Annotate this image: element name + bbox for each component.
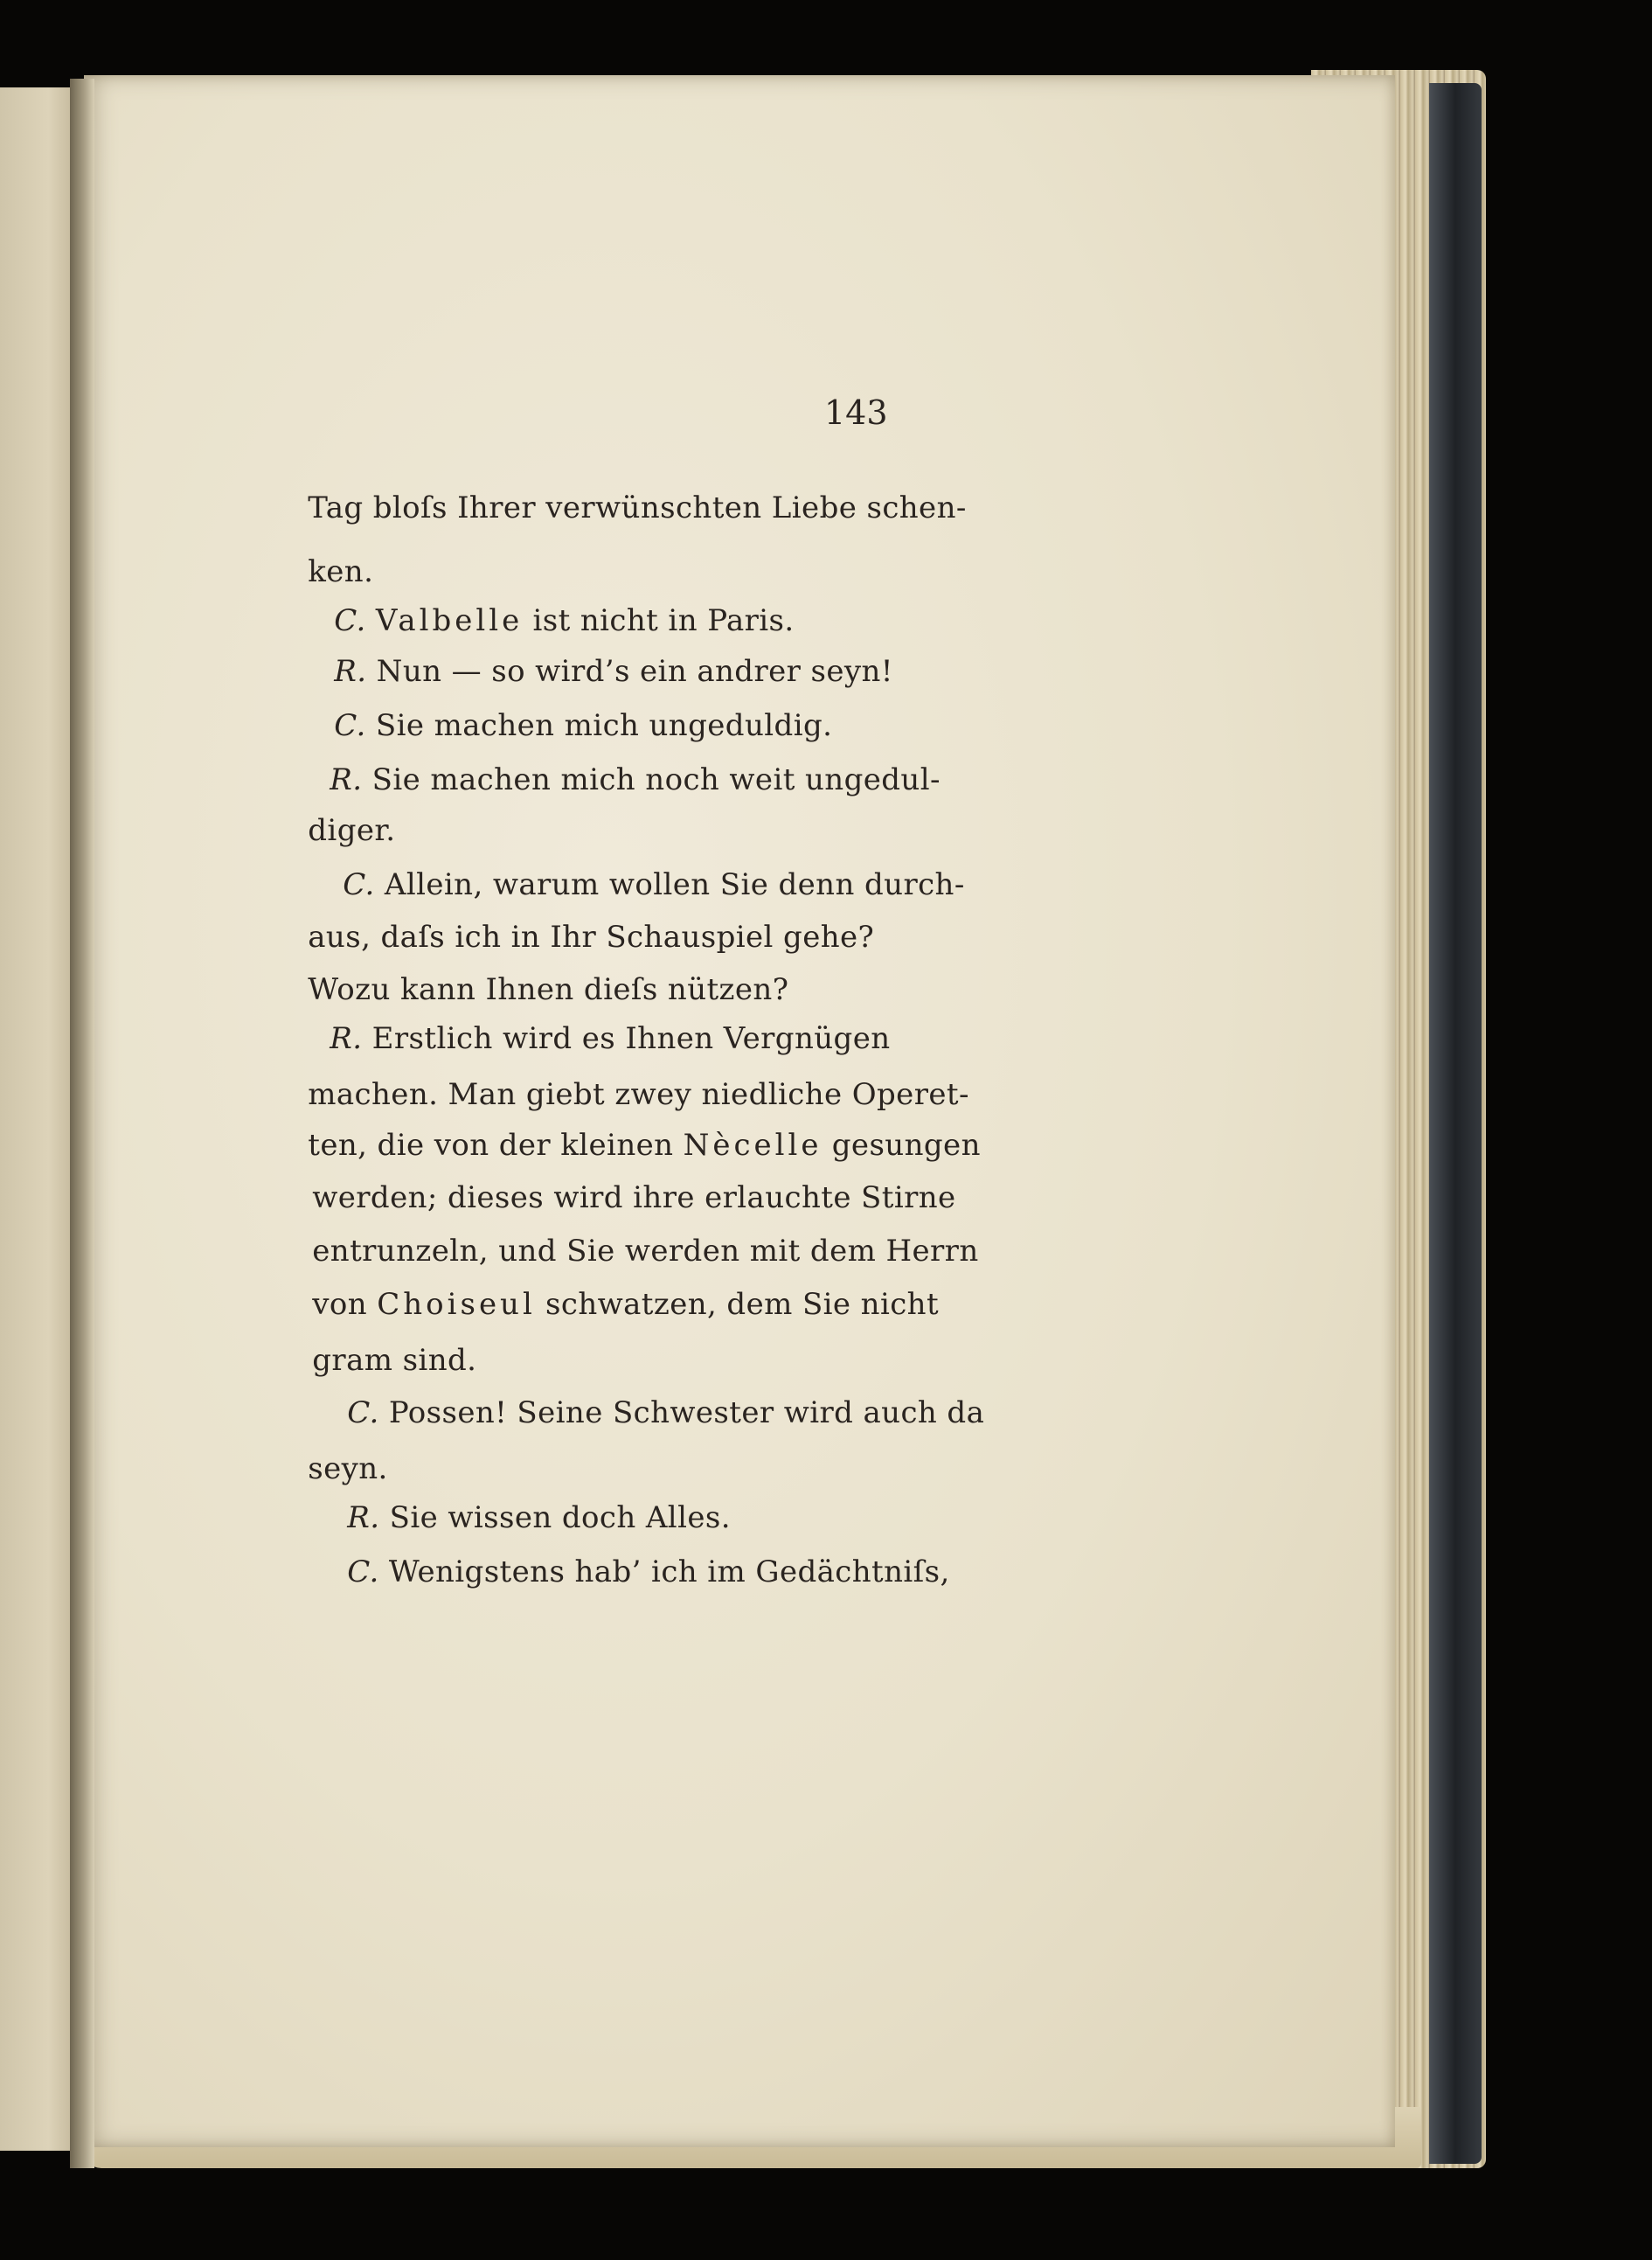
text-line-17: [253, 1308, 477, 1378]
book-gutter: [70, 79, 94, 2168]
text-line-18: [288, 1360, 985, 1430]
text-segment: Possen! Seine Schwester wird auch da: [378, 1395, 985, 1430]
text-segment: Sie machen mich noch weit ungedul-: [362, 762, 941, 797]
spaced-name: Valbelle: [375, 603, 524, 638]
text-line-12: [249, 1042, 969, 1112]
text-segment: werden; dieses wird ihre erlauchte Stirne: [312, 1180, 956, 1215]
text-segment: ten, die von der kleinen: [308, 1128, 684, 1163]
text-segment: Wenigstens hab’ ich im Gedächtniſs,: [378, 1554, 950, 1589]
text-segment: machen. Man giebt zwey niedliche Operet-: [308, 1077, 969, 1112]
text-line-8: [284, 832, 965, 902]
text-line-21: [288, 1519, 950, 1589]
speaker: C.: [334, 603, 366, 638]
text-segment: Nun — so wird’s ein andrer seyn!: [366, 654, 893, 689]
text-line-15: [253, 1199, 979, 1269]
text-line-2: [249, 519, 374, 589]
text-segment: seyn.: [308, 1451, 388, 1486]
text-segment: Tag bloſs Ihrer verwünschten Liebe schen-: [308, 490, 967, 525]
spaced-name: Nècelle: [683, 1128, 823, 1163]
text-line-19: [249, 1416, 388, 1486]
text-segment: ist nicht in Paris.: [523, 603, 795, 638]
text-segment: Wozu kann Ihnen dieſs nützen?: [308, 972, 789, 1007]
text-line-6: [271, 727, 941, 797]
text-line-10: [249, 937, 789, 1007]
speaker: R.: [347, 1500, 380, 1535]
text-line-3: [275, 568, 795, 638]
speaker: C.: [343, 867, 375, 902]
text-line-20: [288, 1465, 731, 1535]
text-segment: Sie machen mich ungeduldig.: [365, 708, 833, 743]
speaker: C.: [347, 1554, 379, 1589]
text-line-16: [253, 1252, 940, 1322]
text-segment: schwatzen, dem Sie nicht: [535, 1287, 940, 1322]
text-line-7: [249, 778, 396, 848]
text-segment: entrunzeln, und Sie werden mit dem Herrn: [312, 1234, 979, 1269]
text-segment: diger.: [308, 813, 396, 848]
text-line-11: [271, 986, 891, 1056]
text-segment: Erstlich wird es Ihnen Vergnügen: [362, 1021, 891, 1056]
text-segment: ken.: [308, 554, 374, 589]
spaced-name: Choiseul: [377, 1287, 536, 1322]
previous-page-edge: [0, 87, 80, 2151]
text-segment: gesungen: [822, 1128, 981, 1163]
book-binding: [1429, 83, 1482, 2164]
text-line-13: [249, 1093, 981, 1163]
speaker: R.: [330, 762, 363, 797]
speaker: C.: [347, 1395, 379, 1430]
text-line-5: [275, 673, 833, 743]
text-segment: aus, daſs ich in Ihr Schauspiel gehe?: [308, 920, 875, 955]
speaker: C.: [334, 708, 366, 743]
text-segment: Sie wissen doch Alles.: [379, 1500, 731, 1535]
speaker: R.: [334, 654, 367, 689]
text-segment: Allein, warum wollen Sie denn durch-: [374, 867, 965, 902]
text-line-14: [253, 1145, 956, 1215]
text-segment: von: [312, 1287, 378, 1322]
speaker: R.: [330, 1021, 363, 1056]
text-line-1: [249, 455, 967, 525]
text-line-9: [249, 885, 875, 955]
page-number: 143: [824, 393, 888, 432]
text-line-4: [275, 619, 893, 689]
text-segment: gram sind.: [312, 1343, 477, 1378]
